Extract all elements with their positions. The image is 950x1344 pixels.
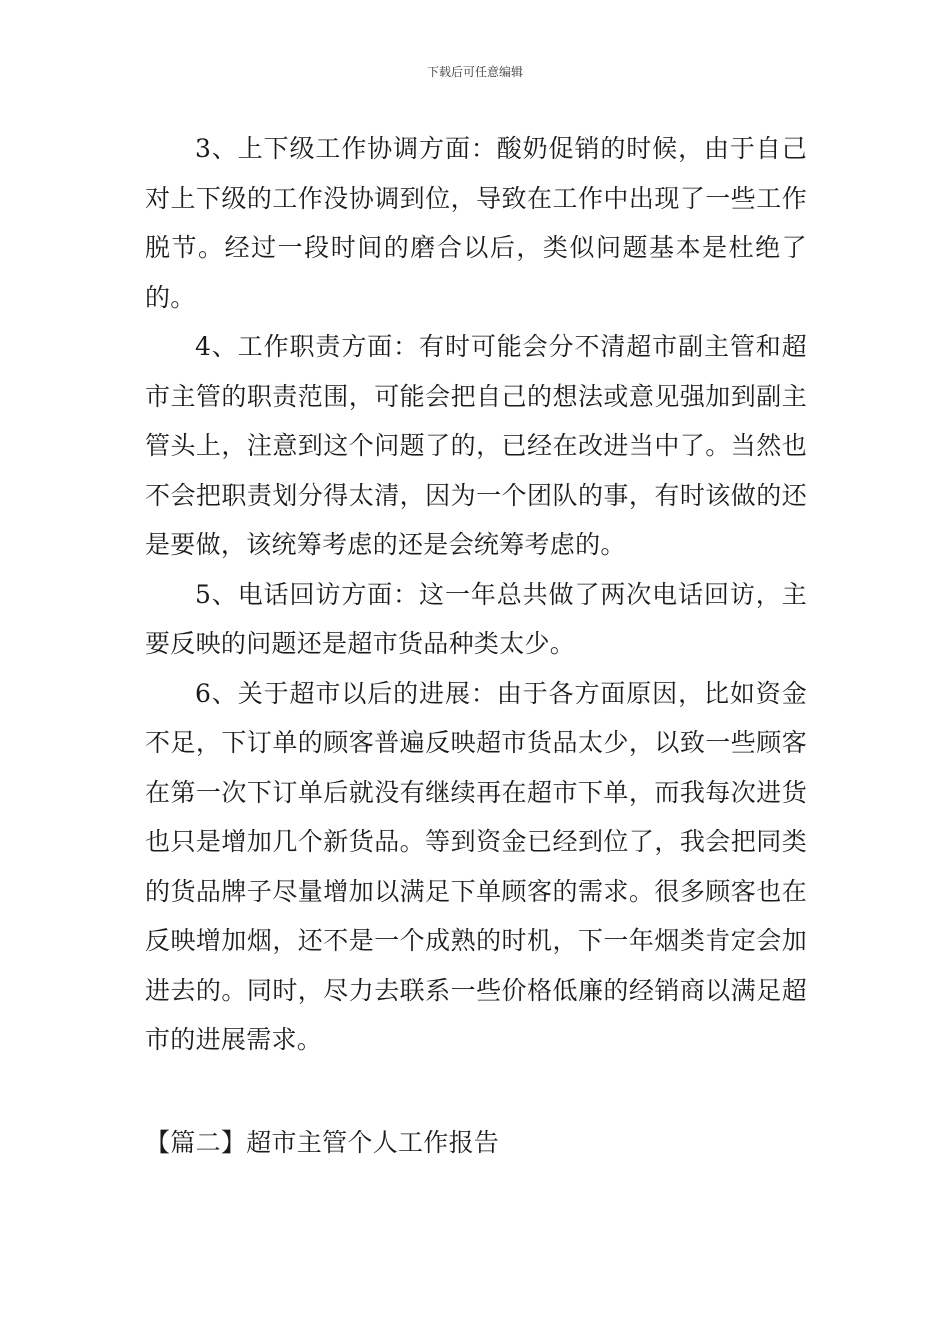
paragraph-coordination: 3、上下级工作协调方面：酸奶促销的时候，由于自己对上下级的工作没协调到位，导致在工作中出现了一些工作脱节。经过一段时间的磨合以后，类似问题基本是杜绝了的。 (145, 134, 807, 312)
section-title: 【篇二】超市主管个人工作报告 (145, 1128, 500, 1157)
paragraph-responsibilities: 4、工作职责方面：有时可能会分不清超市副主管和超市主管的职责范围，可能会把自己的想法或意见强加到副主管头上，注意到这个问题了的，已经在改进当中了。当然也不会把职责划分得太清，因为一个团队的事，有时该做的还是要做，该统筹考虑的还是会统筹考虑的。 (145, 332, 807, 559)
document-body (145, 124, 807, 1065)
paragraph-phone-followup: 5、电话回访方面：这一年总共做了两次电话回访，主要反映的问题还是超市货品种类太少。 (145, 579, 807, 658)
page-header-note: 下载后可任意编辑 (426, 65, 523, 79)
paragraph-future-development: 6、关于超市以后的进展：由于各方面原因，比如资金不足，下订单的顾客普遍反映超市货品太少，以致一些顾客在第一次下订单后就没有继续再在超市下单，而我每次进货也只是增加几个新货品。等到资金已经到位了，我会把同类的货品牌子尽量增加以满足下单顾客的需求。很多顾客也在反映增加烟，还不是一个成熟的时机，下一年烟类肯定会加进去的。同时，尽力去联系一些价格低廉的经销商以满足超市的进展需求。 (145, 678, 807, 1054)
